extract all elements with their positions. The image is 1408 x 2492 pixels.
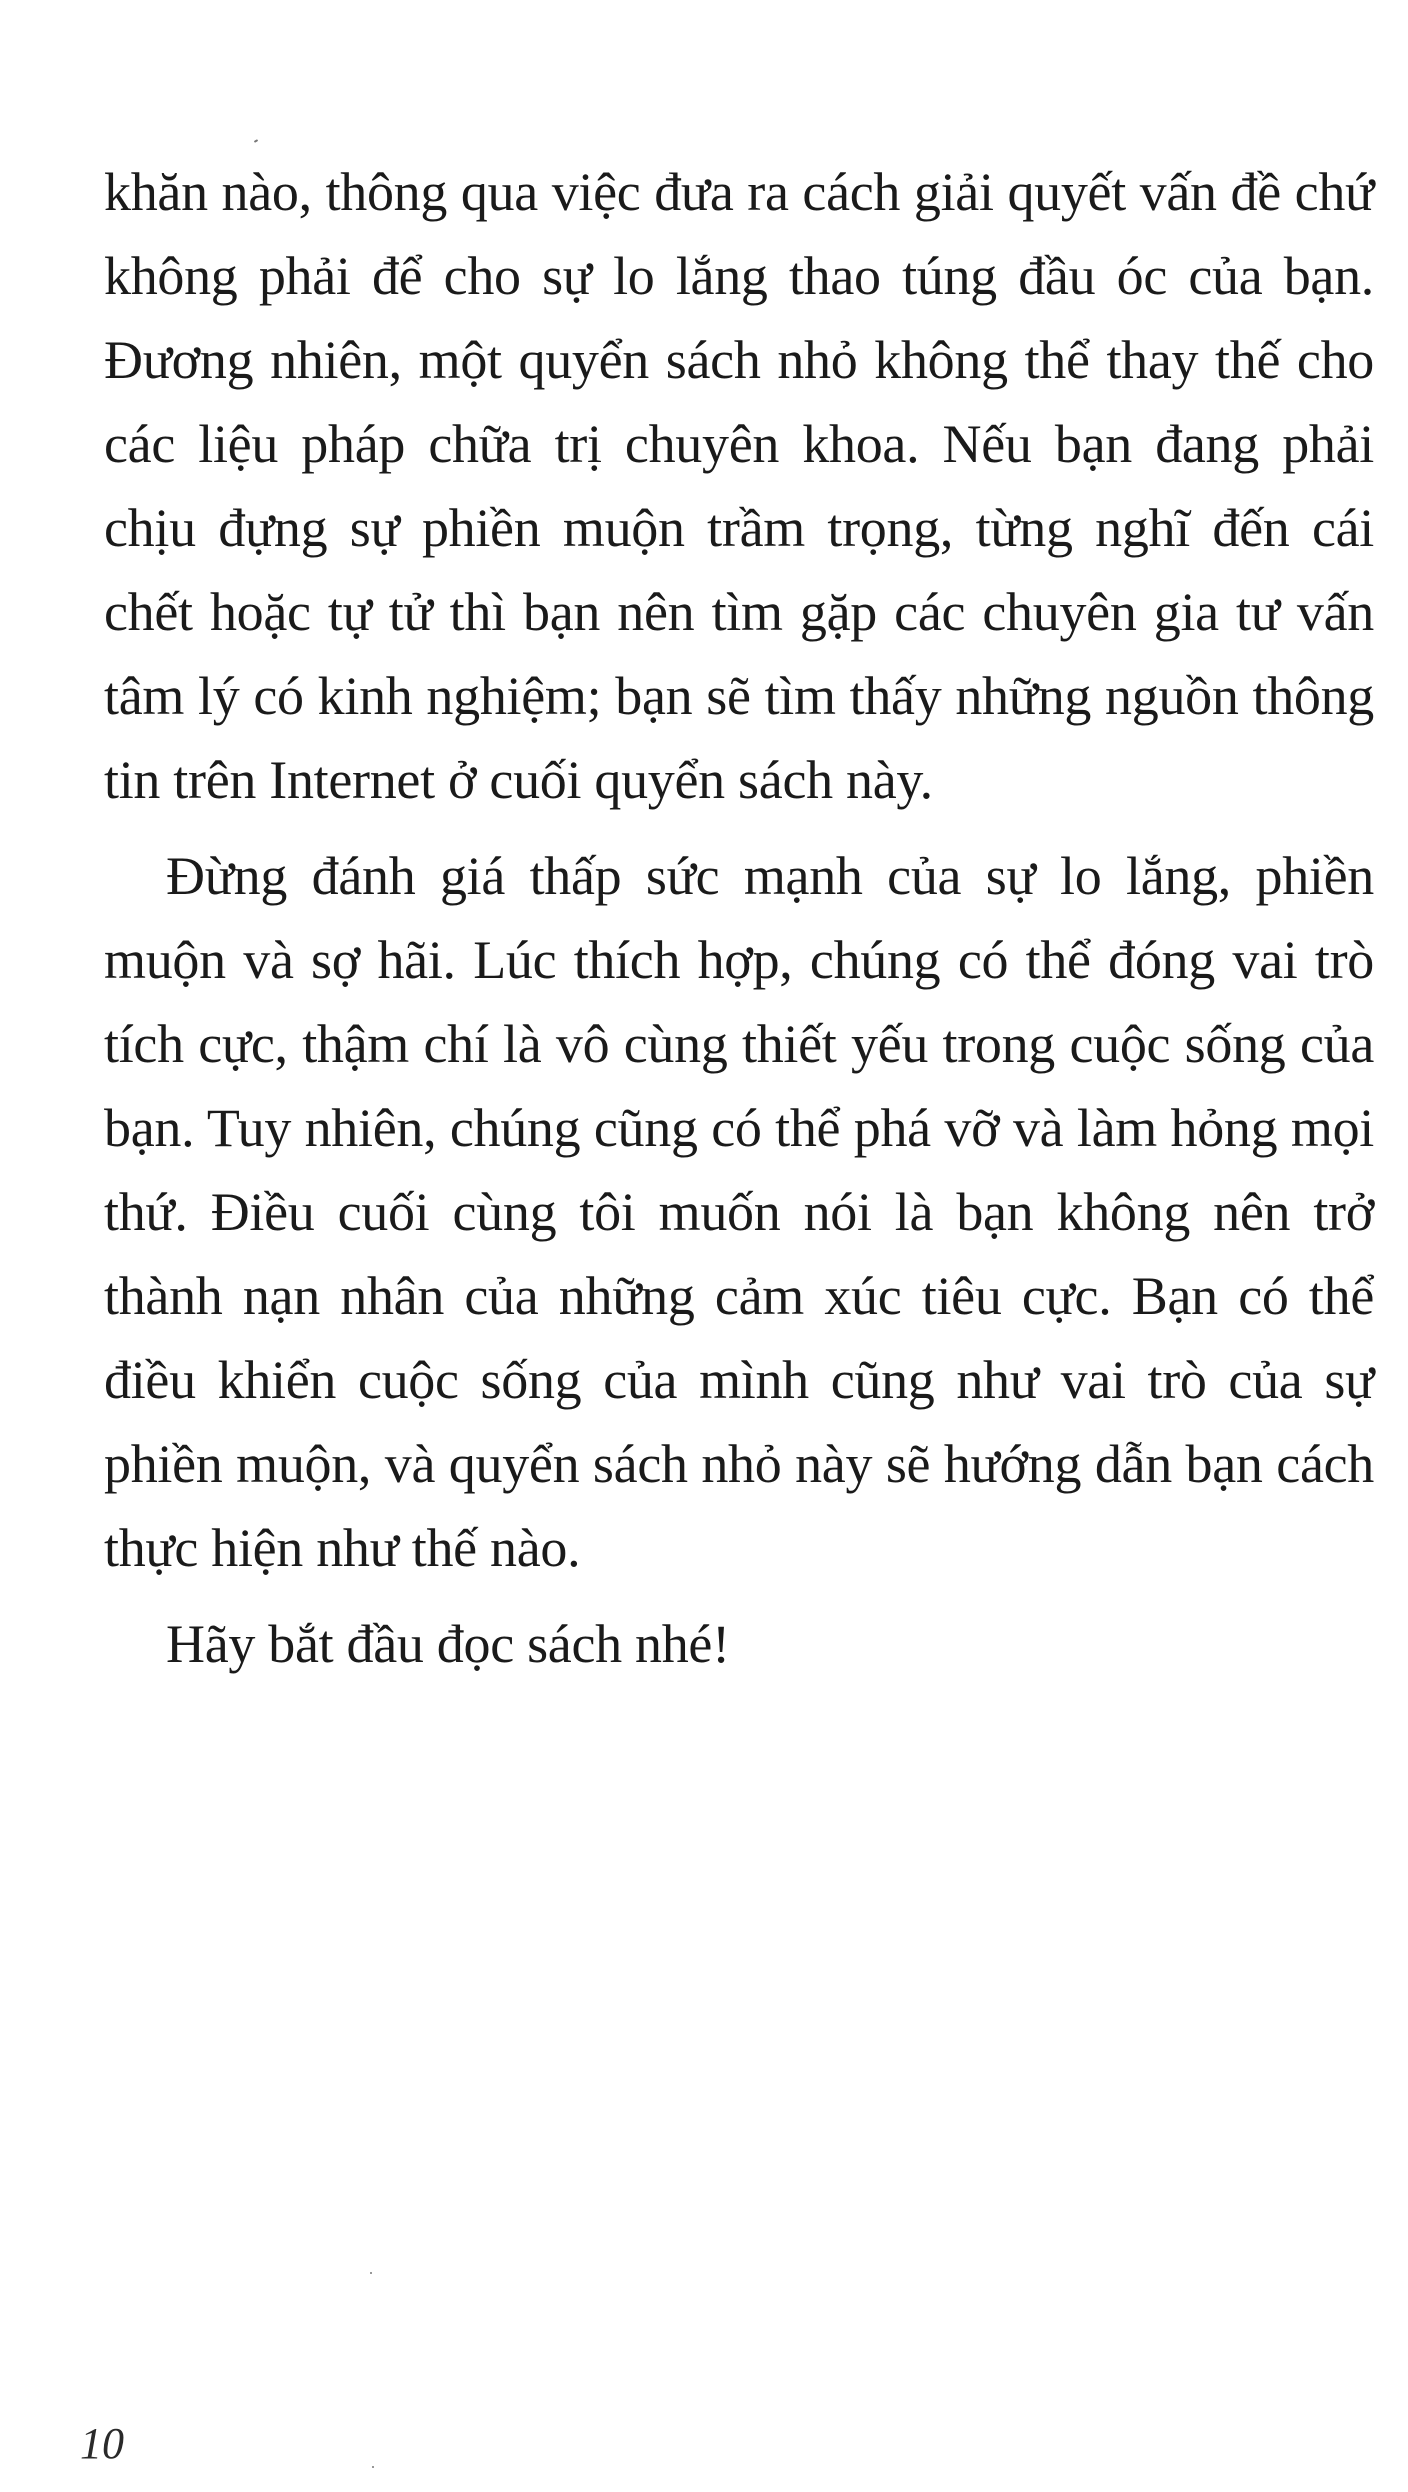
page-number: 10 xyxy=(80,2419,124,2468)
paragraph-closing: Hãy bắt đầu đọc sách nhé! xyxy=(166,1614,730,1674)
print-speck xyxy=(370,2272,372,2274)
body-text xyxy=(104,150,1374,1686)
print-speck xyxy=(372,2466,374,2468)
paragraph-continuation: khăn nào, thông qua việc đưa ra cách giải quyết vấn đề chứ không phải để cho sự lo lắng thao túng đầu óc của bạn. Đương nhiên, một quyển sách nhỏ không thể thay thế cho các liệu pháp chữa trị chuyên khoa. Nếu bạn đang phải chịu đựng sự phiền muộn trầm trọng, từng nghĩ đến cái chết hoặc tự tử thì bạn nên tìm gặp các chuyên gia tư vấn tâm lý có kinh nghiệm; bạn sẽ tìm thấy những nguồn thông tin trên Internet ở cuối quyển sách này. xyxy=(104,162,1374,810)
print-speck xyxy=(254,139,258,143)
paragraph-main: Đừng đánh giá thấp sức mạnh của sự lo lắng, phiền muộn và sợ hãi. Lúc thích hợp, chúng có thể đóng vai trò tích cực, thậm chí là vô cùng thiết yếu trong cuộc sống của bạn. Tuy nhiên, chúng cũng có thể phá vỡ và làm hỏng mọi thứ. Điều cuối cùng tôi muốn nói là bạn không nên trở thành nạn nhân của những cảm xúc tiêu cực. Bạn có thể điều khiển cuộc sống của mình cũng như vai trò của sự phiền muộn, và quyển sách nhỏ này sẽ hướng dẫn bạn cách thực hiện như thế nào. xyxy=(104,846,1374,1578)
